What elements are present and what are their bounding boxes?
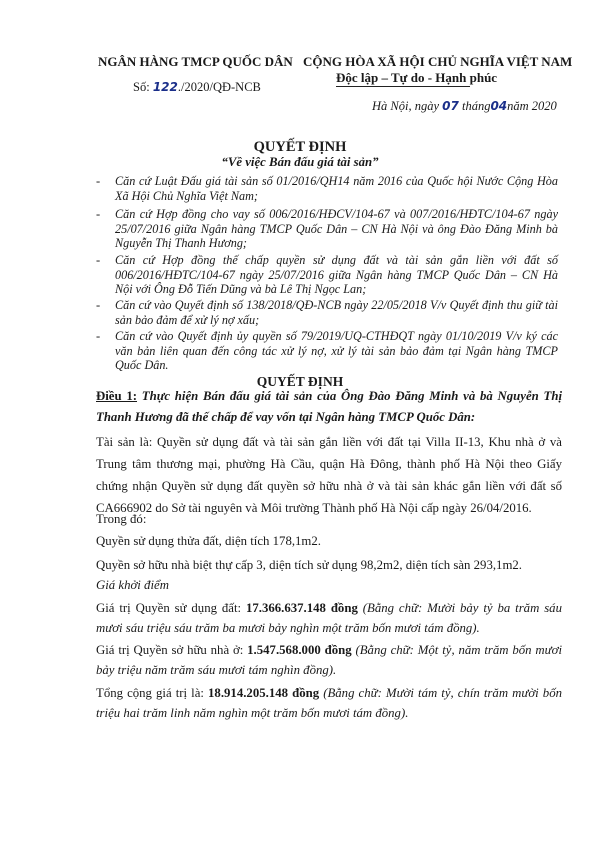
house-value-words: (Bằng chữ: Một tỷ, năm trăm bốn mươi bảy triệu năm trăm sáu mươi tám nghìn đồng). <box>96 643 563 677</box>
date-prefix: Hà Nội, ngày <box>372 99 443 113</box>
doc-number-handwritten: 122 <box>152 80 178 94</box>
asset-description: Tài sản là: Quyền sử dụng đất và tài sản gắn liền với đất tại Villa II-13, Khu nhà ở và Trung tâm thương mại, phường Hà Cầu, quận Hà Đông, thành phố Hà Nội theo Giấy chứng nhận Quyền sử dụng đất quyền sở hữu nhà ở và tài sản khác gắn liền với đất số CA666902 do Sở tài nguyên và Môi trường Thành phố Hà Nội cấp ngày 26/04/2016. <box>96 435 562 515</box>
article-1 <box>96 386 562 428</box>
basis-item: Căn cứ Luật Đấu giá tài sản số 01/2016/QH14 năm 2016 của Quốc hội Nước Cộng Hòa Xã Hội Chủ Nghĩa Việt Nam; <box>115 174 558 203</box>
article-1-text: Thực hiện Bán đấu giá tài sản của Ông Đào Đăng Minh và bà Nguyễn Thị Thanh Hương đã thế chấp để vay vốn tại Ngân hàng TMCP Quốc Dân: <box>96 389 563 424</box>
starting-price-label: Giá khởi điểm <box>96 578 169 592</box>
republic-title: CỘNG HÒA XÃ HỘI CHỦ NGHĨA VIỆT NAM <box>303 54 573 69</box>
bullet-dash: - <box>96 329 101 343</box>
bullet-dash: - <box>96 174 101 188</box>
date-month-handwritten: 04 <box>490 99 508 113</box>
total-value-amount: 18.914.205.148 đồng <box>208 686 320 700</box>
land-value-words: (Bằng chữ: Mười bảy tỷ ba trăm sáu mươi sáu triệu sáu trăm ba mươi bảy nghìn một trăm bốn mươi tám đồng). <box>96 601 562 635</box>
bullet-dash: - <box>96 207 101 221</box>
decision-heading: QUYẾT ĐỊNH <box>256 374 344 389</box>
motto: Độc lập – Tự do - Hạnh phúc <box>336 70 498 85</box>
basis-item: Căn cứ vào Quyết định ủy quyền số 79/2019/UQ-CTHĐQT ngày 01/10/2019 V/v ký các văn bản liên quan đến công tác xử lý nợ, xử lý tài sản bảo đảm tại Ngân hàng TMCP Quốc Dân. <box>115 329 558 373</box>
basis-item: Căn cứ vào Quyết định số 138/2018/QĐ-NCB ngày 22/05/2018 V/v Quyết định thu giữ tài sản bảo đảm để xử lý nợ xấu; <box>115 298 558 327</box>
motto-underline <box>336 86 470 87</box>
land-value <box>96 598 562 638</box>
land-value-amount: 17.366.637.148 đồng <box>245 601 358 615</box>
date-year: năm 2020 <box>507 99 557 113</box>
article-1-label: Điều 1: <box>96 389 138 403</box>
basis-item: Căn cứ Hợp đồng thế chấp quyền sử dụng đất và tài sản gắn liền với đất số 006/2016/HĐTC/104-67 ngày 25/07/2016 giữa Ngân hàng TMCP Quốc Dân – CN Hà Nội với Ông Đỗ Tiến Dũng và bà Lê Thị Ngọc Lan; <box>115 253 558 297</box>
doc-number-suffix: ./2020/QĐ-NCB <box>177 80 261 94</box>
decision-subject: “Về việc Bán đấu giá tài sản” <box>221 155 379 169</box>
bullet-dash: - <box>96 253 101 267</box>
issue-date <box>372 99 557 114</box>
date-day-handwritten: 07 <box>442 99 459 113</box>
house-value <box>96 640 562 680</box>
total-value <box>96 683 562 723</box>
bullet-dash: - <box>96 298 101 312</box>
org-name: NGÂN HÀNG TMCP QUỐC DÂN <box>98 54 293 69</box>
house-ownership-area: Quyền sở hữu nhà biệt thự cấp 3, diện tích sử dụng 98,2m2, diện tích sàn 293,1m2. <box>96 558 522 572</box>
in-which-label: Trong đó: <box>96 512 147 526</box>
house-value-amount: 1.547.568.000 đồng <box>247 643 352 657</box>
land-use-area: Quyền sử dụng thửa đất, diện tích 178,1m2. <box>96 534 321 548</box>
total-value-prefix: Tổng cộng giá trị là: <box>96 686 209 700</box>
land-value-prefix: Giá trị Quyền sử dụng đất: <box>96 601 246 615</box>
doc-number-prefix: Số: <box>133 80 153 94</box>
decision-title: QUYẾT ĐỊNH <box>253 139 347 155</box>
basis-item: Căn cứ Hợp đồng cho vay số 006/2016/HĐCV/104-67 và 007/2016/HĐTC/104-67 ngày 25/07/2016 giữa Ngân hàng TMCP Quốc Dân – CN Hà Nội và ông Đào Đăng Minh bà Nguyễn Thị Thanh Hương; <box>115 207 558 251</box>
total-value-words: (Bằng chữ: Mười tám tỷ, chín trăm mười bốn triệu hai trăm linh năm nghìn một trăm bốn mươi tám đồng). <box>96 686 562 720</box>
house-value-prefix: Giá trị Quyền sở hữu nhà ở: <box>96 643 248 657</box>
date-month-label: tháng <box>458 99 491 113</box>
doc-number <box>133 80 261 95</box>
